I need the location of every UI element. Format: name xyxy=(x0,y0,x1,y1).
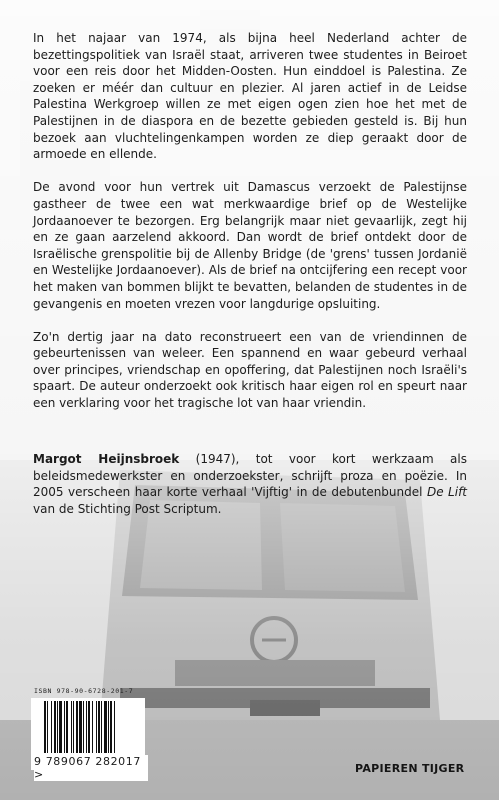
barcode-digits: 9 789067 282017 > xyxy=(34,755,148,781)
blurb-paragraph-1: In het najaar van 1974, als bijna heel Nederland achter de bezettingspolitiek van Israël staat, arriveren twee studentes in Beiroet voor een reis door het Midden-Oosten. Hun einddoel is Palestina. Ze zoeken er méér dan cultuur en plezier. Al jaren actief in de Leidse Palestina Werkgroep willen ze met eigen ogen zien hoe het met de Palestijnen in de diaspora en de bezette gebieden gesteld is. Bij hun bezoek aan vluchtelingenkampen worden ze diep geraakt door de armoede en ellende. xyxy=(33,31,467,162)
barcode-bar xyxy=(57,701,58,753)
barcode-bar xyxy=(86,701,87,753)
author-name: Margot Heijnsbroek xyxy=(33,452,180,466)
barcode-bar xyxy=(104,701,107,753)
barcode-bar xyxy=(108,701,109,753)
barcode-bar xyxy=(101,701,102,753)
barcode-bar xyxy=(83,701,84,753)
barcode-bar xyxy=(47,701,48,753)
blurb-text xyxy=(33,30,467,428)
barcode-bar xyxy=(92,701,93,753)
barcode-bar xyxy=(44,701,46,753)
barcode xyxy=(43,701,141,755)
isbn-label: ISBN 978-90-6728-201-7 xyxy=(34,687,134,695)
barcode-bar xyxy=(114,701,115,753)
author-bio xyxy=(33,451,467,517)
barcode-bar xyxy=(96,701,97,753)
barcode-bar xyxy=(66,701,68,753)
barcode-bar xyxy=(76,701,78,753)
barcode-bar xyxy=(110,701,112,753)
barcode-bar xyxy=(73,701,74,753)
barcode-bar xyxy=(64,701,65,753)
blurb-paragraph-3: Zo'n dertig jaar na dato reconstrueert een van de vriendinnen de gebeurtenissen van weleer. Een spannend en waar gebeurd verhaal over principes, vriendschap en opoffering, dat Palestijnen noch Israëli's spaart. De auteur onderzoekt ook kritisch haar eigen rol en speurt naar een verklaring voor het tragische lot van haar vriendin. xyxy=(33,329,467,411)
barcode-bar xyxy=(54,701,56,753)
bio-text-1: (1947), tot voor kort werkzaam als beleidsmedewerkster en onderzoekster, schrijft proza en poëzie. In 2005 verscheen haar korte verhaal 'Vijftig' in de debutenbundel xyxy=(33,452,467,500)
barcode-bar xyxy=(88,701,90,753)
barcode-bar xyxy=(79,701,82,753)
bio-text-2: van de Stichting Post Scriptum. xyxy=(33,501,222,516)
blurb-paragraph-2: De avond voor hun vertrek uit Damascus verzoekt de Palestijnse gastheer de twee een wat merkwaardige brief op de Westelijke Jordaanoever te bezorgen. Erg belangrijk maar niet gevaarlijk, zegt hij en ze gaan aarzelend akkoord. Dan wordt de brief ontdekt door de Israëlische grenspolitie bij de Allenby Bridge (de 'grens' tussen Jordanië en Westelijke Jordaanoever). Als de brief na ontcijfering een recept voor het maken van bommen blijkt te bevatten, belanden de studentes in de gevangenis en moeten vrezen voor langdurige opsluiting. xyxy=(33,180,467,311)
barcode-bar xyxy=(71,701,72,753)
publisher-name: PAPIEREN TIJGER xyxy=(355,762,465,775)
barcode-bar xyxy=(59,701,62,753)
barcode-bar xyxy=(98,701,100,753)
book-title: De Lift xyxy=(426,485,468,500)
barcode-bar xyxy=(51,701,52,753)
